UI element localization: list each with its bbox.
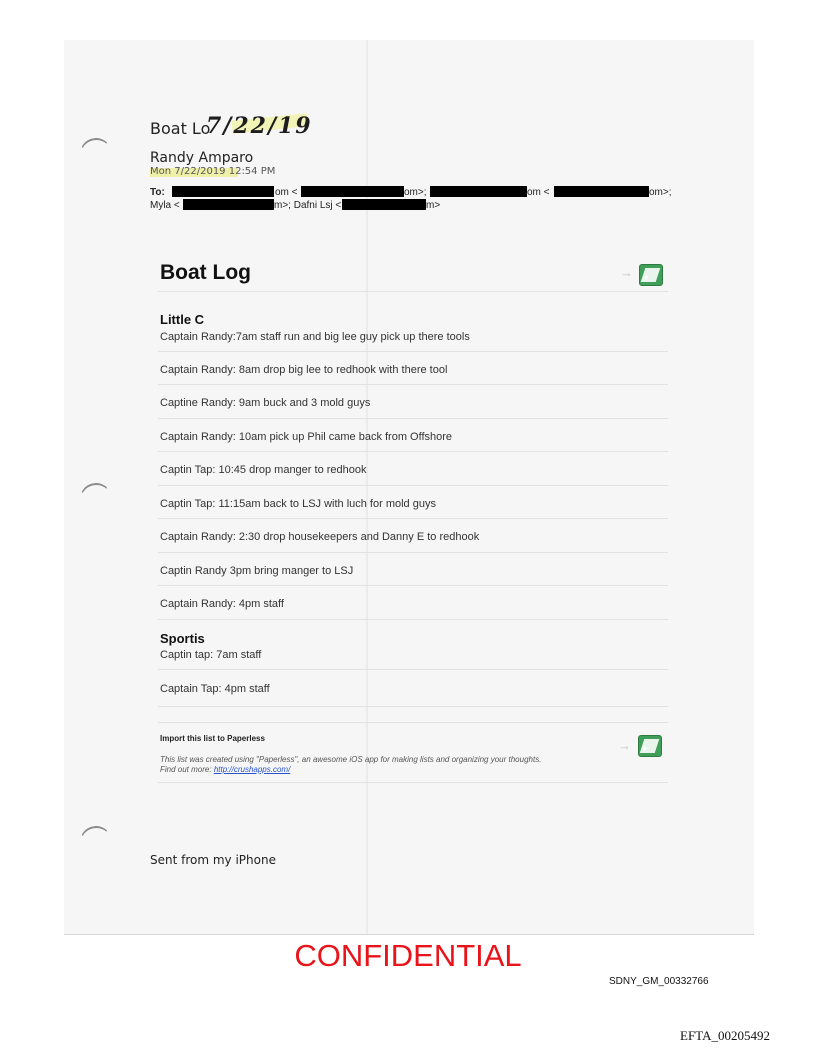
- email-signature: Sent from my iPhone: [150, 853, 276, 867]
- divider: [158, 518, 668, 519]
- confidential-stamp: CONFIDENTIAL: [294, 938, 522, 973]
- footer-description: [160, 755, 630, 775]
- to-fragment: om <: [527, 187, 550, 198]
- email-sent-date: Mon 7/22/2019 12:54 PM: [150, 166, 276, 177]
- redaction-bar: [430, 186, 527, 197]
- log-entry: Captine Randy: 9am buck and 3 mold guys: [160, 397, 371, 409]
- arrow-icon: →: [618, 738, 631, 753]
- page-bottom-edge: [64, 934, 754, 935]
- arrow-icon: →: [620, 265, 633, 280]
- log-title: Boat Log: [160, 261, 251, 284]
- to-line2-end: m>: [426, 200, 441, 211]
- handwritten-date: 7/22/19: [206, 113, 313, 139]
- paperless-import-icon[interactable]: +: [639, 264, 663, 286]
- divider: [158, 418, 668, 419]
- log-entry: Captain Randy: 8am drop big lee to redhook with there tool: [160, 364, 448, 376]
- log-entry: Captin tap: 7am staff: [160, 649, 262, 661]
- email-subject: Boat Lo: [150, 119, 211, 138]
- divider: [158, 485, 668, 486]
- divider: [158, 782, 668, 783]
- divider: [158, 384, 668, 385]
- redaction-bar: [183, 199, 274, 210]
- log-entry: Captain Tap: 4pm staff: [160, 683, 270, 695]
- page-fold-line: [366, 40, 368, 934]
- to-line2-mid: m>; Dafni Lsj <: [274, 200, 342, 211]
- divider: [158, 552, 668, 553]
- to-line2-prefix: Myla <: [150, 200, 180, 211]
- email-sender: Randy Amparo: [150, 150, 254, 166]
- section-heading: Sportis: [160, 631, 205, 646]
- redaction-bar: [342, 199, 426, 210]
- divider: [158, 291, 668, 292]
- divider: [158, 451, 668, 452]
- log-entry: Captin Tap: 10:45 drop manger to redhook: [160, 464, 367, 476]
- log-entry: Captain Randy: 2:30 drop housekeepers and Danny E to redhook: [160, 531, 480, 543]
- to-fragment: om <: [275, 187, 298, 198]
- find-more-label: Find out more:: [160, 765, 212, 774]
- paperless-import-icon[interactable]: +: [638, 735, 662, 757]
- log-entry: Captain Randy: 10am pick up Phil came back from Offshore: [160, 431, 453, 443]
- to-fragment: om>;: [404, 187, 427, 198]
- log-entry: Captain Randy:7am staff run and big lee guy pick up there tools: [160, 331, 470, 343]
- to-fragment: om>;: [649, 187, 672, 198]
- log-entry: Captin Tap: 11:15am back to LSJ with luch for mold guys: [160, 498, 436, 510]
- import-heading: Import this list to Paperless: [160, 734, 265, 743]
- to-label: To:: [150, 187, 165, 198]
- log-entry: Captin Randy 3pm bring manger to LSJ: [160, 565, 354, 577]
- footer-find-more-line: [160, 765, 630, 775]
- redaction-bar: [172, 186, 274, 197]
- divider: [158, 706, 668, 707]
- divider: [158, 669, 668, 670]
- log-entry: Captain Randy: 4pm staff: [160, 598, 284, 610]
- section-heading: Little C: [160, 312, 205, 327]
- redaction-bar: [301, 186, 404, 197]
- redaction-bar: [554, 186, 649, 197]
- crushapps-link[interactable]: http://crushapps.com/: [213, 765, 291, 774]
- divider: [158, 585, 668, 586]
- divider: [158, 619, 668, 620]
- footer-text-line: This list was created using "Paperless", an awesome iOS app for making lists and organizing your thoughts.: [160, 755, 542, 764]
- bates-number-sdny: SDNY_GM_00332766: [609, 976, 709, 987]
- divider: [158, 722, 668, 723]
- bates-number-efta: EFTA_00205492: [680, 1028, 770, 1043]
- divider: [158, 351, 668, 352]
